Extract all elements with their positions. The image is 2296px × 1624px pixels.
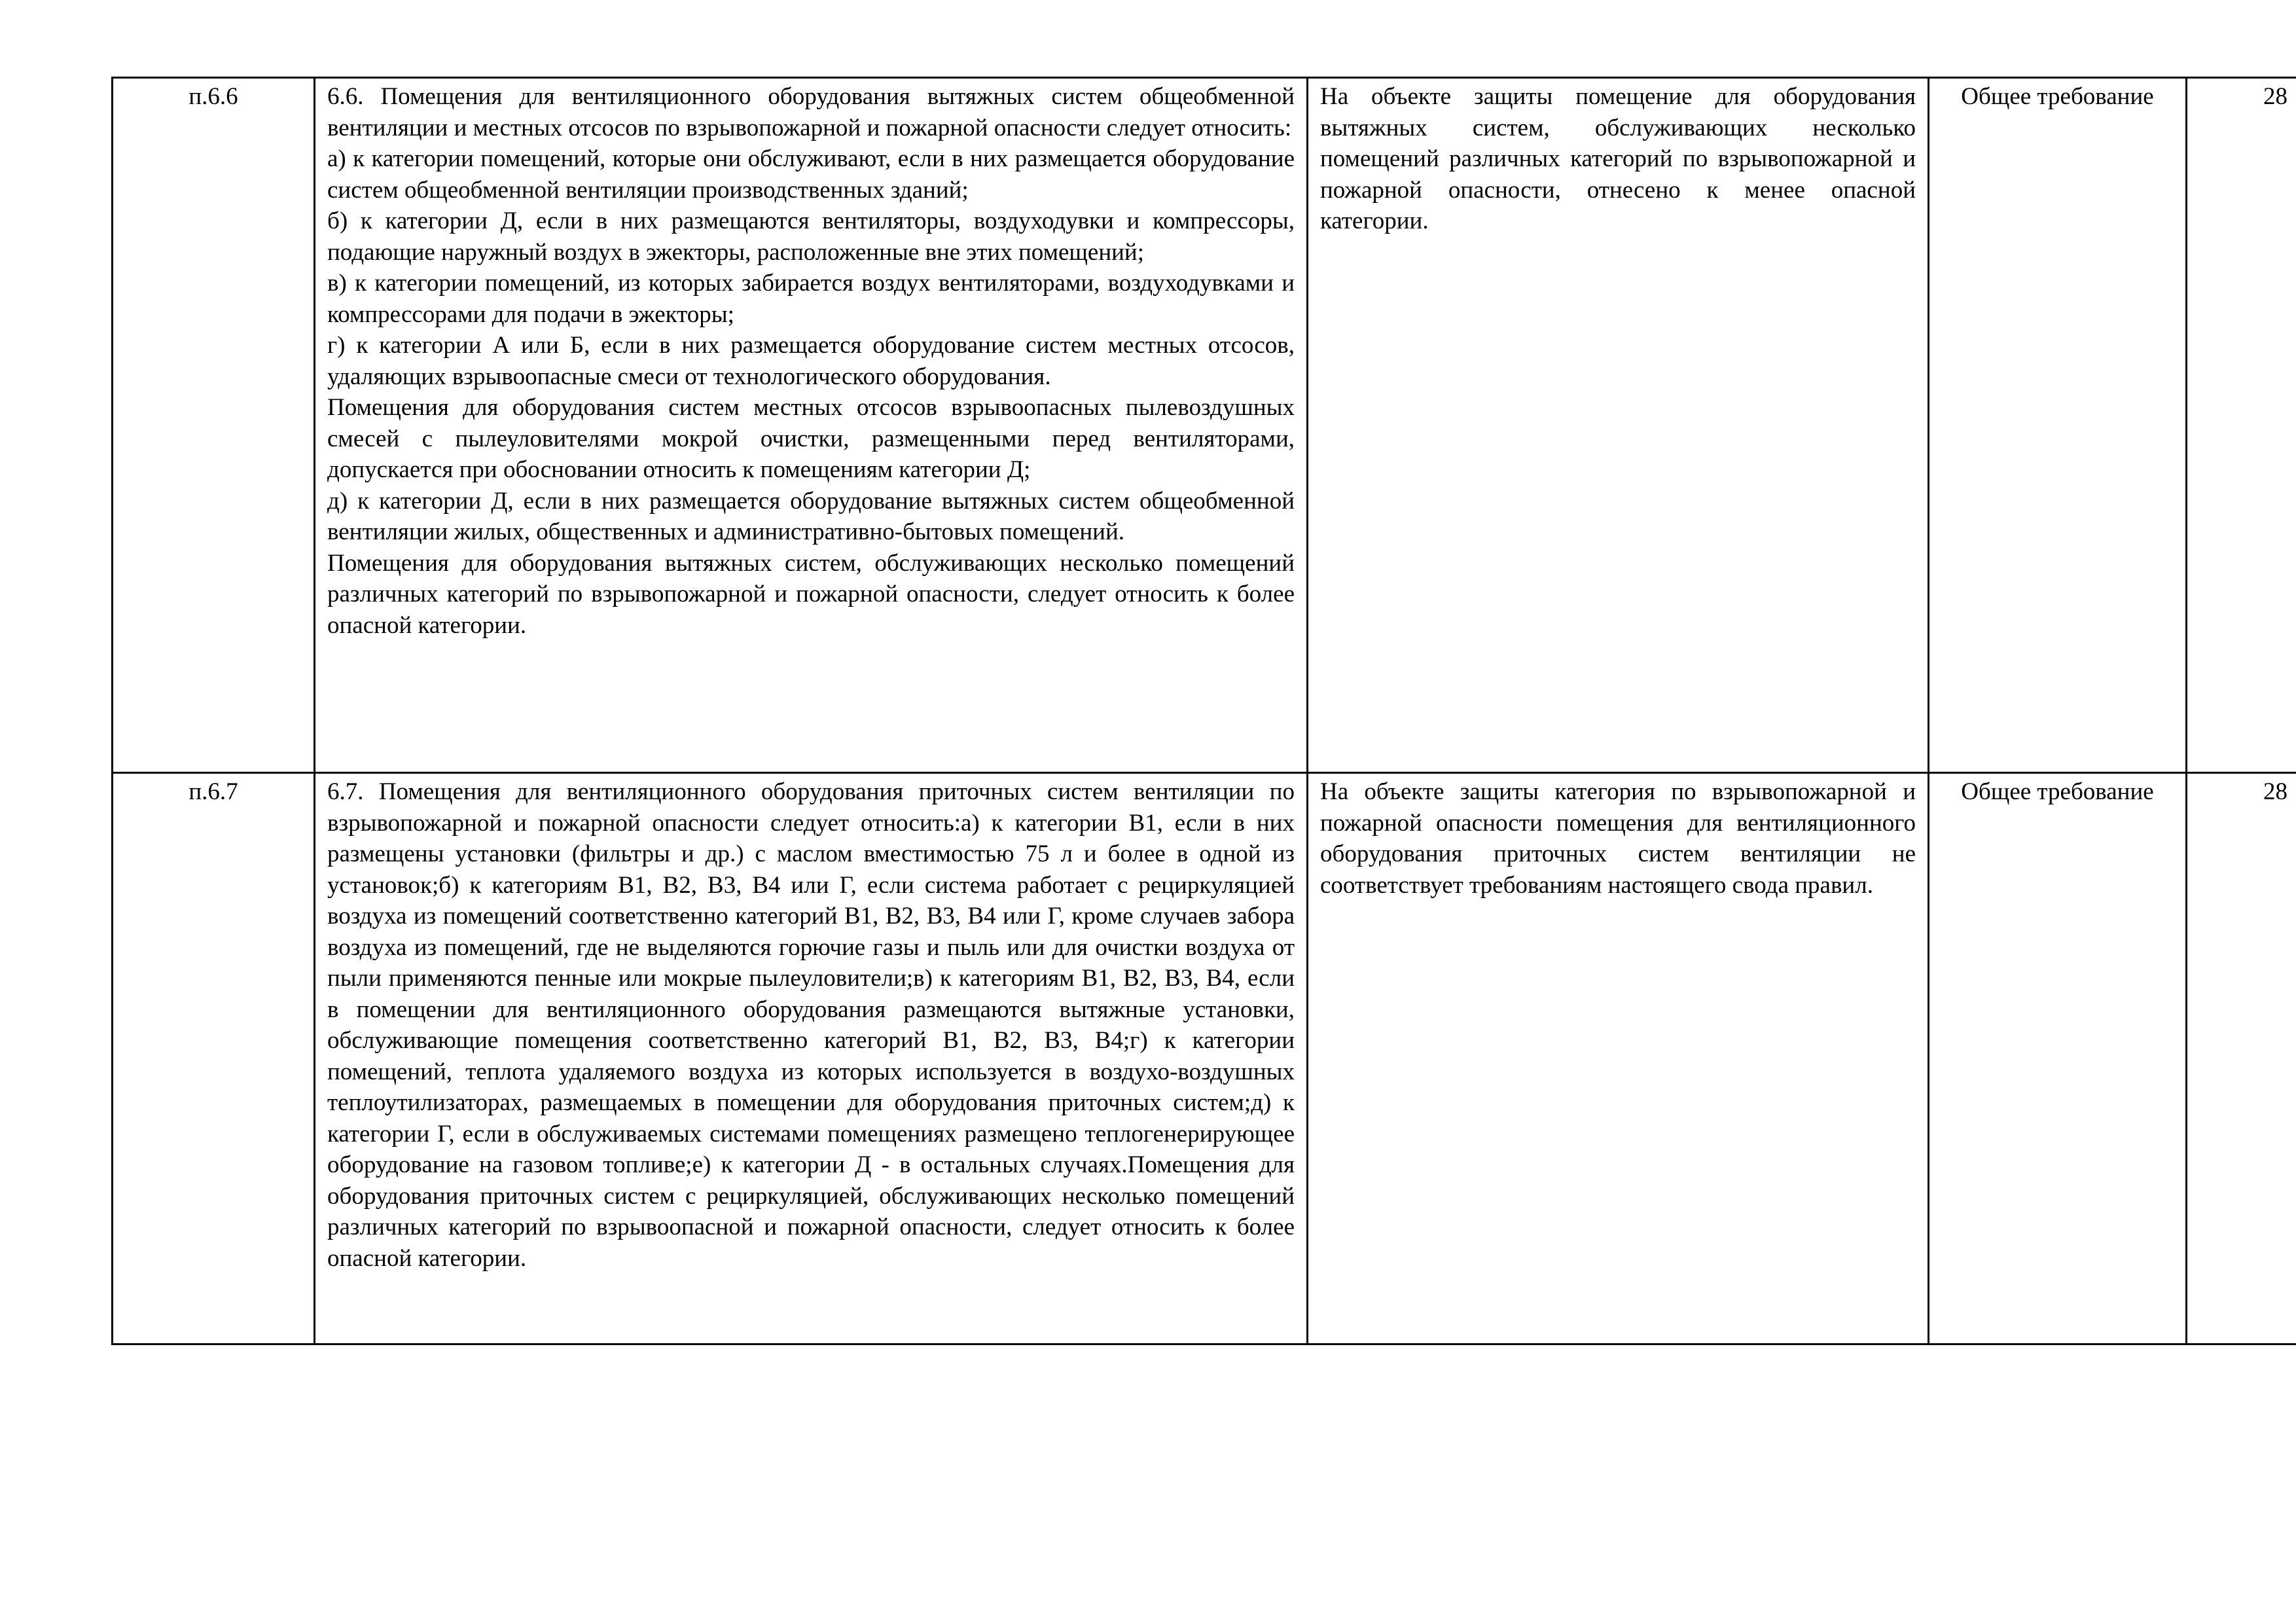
table-row (113, 773, 2296, 1344)
requirement-paragraph: а) к категории помещений, которые они обслуживают, если в них размещается оборудование систем общеобменной вентиляции производственных зданий; (327, 145, 1295, 204)
clause-reference: п.6.6 (113, 78, 315, 773)
page-number: 28 (2187, 773, 2296, 1344)
requirement-paragraph: 6.6. Помещения для вентиляционного оборудования вытяжных систем общеобменной вентиляции и местных отсосов по взрывопожарной и пожарной опасности следует относить: (327, 83, 1295, 141)
requirement-paragraph: в) к категории помещений, из которых забирается воздух вентиляторами, воздуходувками и компрессорами для подачи в эжекторы; (327, 270, 1295, 328)
violation-text: На объекте защиты категория по взрывопожарной и пожарной опасности помещения для вентиляционного оборудования приточных систем вентиляции не соответствует требованиям настоящего свода правил. (1308, 773, 1929, 1344)
violation-text: На объекте защиты помещение для оборудования вытяжных систем, обслуживающих несколько помещений различных категорий по взрывопожарной и пожарной опасности, отнесено к менее опасной категории. (1308, 78, 1929, 773)
requirement-paragraph: д) к категории Д, если в них размещается оборудование вытяжных систем общеобменной вентиляции жилых, общественных и административно-бытовых помещений. (327, 487, 1295, 545)
requirement-paragraph: Помещения для оборудования вытяжных систем, обслуживающих несколько помещений различных категорий по взрывопожарной и пожарной опасности, следует относить к более опасной категории. (327, 549, 1295, 639)
clause-reference: п.6.7 (113, 773, 315, 1344)
requirements-table (111, 77, 2296, 1345)
table-row (113, 78, 2296, 773)
requirement-paragraph: Помещения для оборудования систем местных отсосов взрывоопасных пылевоздушных смесей с пылеуловителями мокрой очистки, размещенными перед вентиляторами, допускается при обосновании относить к помещениям категории Д; (327, 394, 1295, 483)
requirement-paragraph: б) к категории Д, если в них размещаются вентиляторы, воздуходувки и компрессоры, подающие наружный воздух в эжекторы, расположенные вне этих помещений; (327, 208, 1295, 266)
requirement-paragraph: 6.7. Помещения для вентиляционного оборудования приточных систем вентиляции по взрывопожарной и пожарной опасности следует относить:а) к категории В1, если в них размещены установки (фильтры и др.) с маслом вместимостью 75 л и более в одной из установок;б) к категориям В1, В2, В3, В4 или Г, если система работает с рециркуляцией воздуха из помещений соответственно категорий В1, В2, В3, В4 или Г, кроме случаев забора воздуха из помещений, где не выделяются горючие газы и пыль или для очистки воздуха от пыли применяются пенные или мокрые пылеуловители;в) к категориям В1, В2, В3, В4, если в помещении для вентиляционного оборудования размещаются вытяжные установки, обслуживающие помещения соответственно категорий В1, В2, В3, В4;г) к категории помещений, теплота удаляемого воздуха из которых используется в воздухо-воздушных теплоутилизаторах, размещаемых в помещении для оборудования приточных систем;д) к категории Г, если в обслуживаемых системами помещениях размещено теплогенерирующее оборудование на газовом топливе;е) к категории Д - в остальных случаях.Помещения для оборудования приточных систем с рециркуляцией, обслуживающих несколько помещений различных категорий по взрывоопасной и пожарной опасности, следует относить к более опасной категории. (327, 778, 1295, 1272)
requirement-type: Общее требование (1929, 78, 2187, 773)
page-number: 28 (2187, 78, 2296, 773)
requirement-type: Общее требование (1929, 773, 2187, 1344)
requirement-paragraph: г) к категории А или Б, если в них размещается оборудование систем местных отсосов, удаляющих взрывоопасные смеси от технологического оборудования. (327, 332, 1295, 390)
requirement-text (315, 78, 1308, 773)
requirement-text (315, 773, 1308, 1344)
